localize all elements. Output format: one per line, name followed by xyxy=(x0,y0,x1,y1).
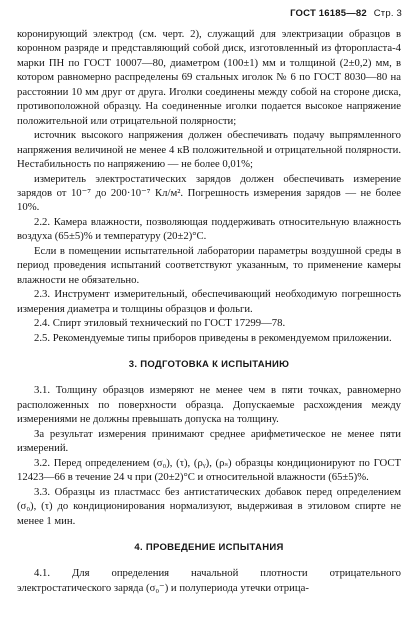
section-4-text xyxy=(17,566,401,595)
body-text xyxy=(17,27,401,595)
paragraph: 2.3. Инструмент измерительный, обеспечивающий необходимую погрешность измерения диаметра и толщины образцов и фольги. xyxy=(17,288,401,315)
paragraph: 2.5. Рекомендуемые типы приборов приведены в рекомендуемом приложении. xyxy=(34,331,392,344)
paragraph: 3.3. Образцы из пластмасс без антистатических добавок перед определением (σ₀), (τ) до кондиционирования нормализуют, выдерживая в этиловом спирте не менее 1 мин. xyxy=(17,485,401,527)
paragraph: измеритель электростатических зарядов должен обеспечивать измерение зарядов от 10⁻⁷ до 200·10⁻⁷ Кл/м². Погрешность измерения зарядов — не более 10%. xyxy=(17,172,401,214)
paragraph: 4.1. Для определения начальной плотности отрицательного электростатического заряда (σ₀⁻) и полупериода утечки отрица- xyxy=(17,567,401,594)
paragraph: За результат измерения принимают среднее арифметическое не менее пяти измерений. xyxy=(17,427,401,455)
paragraph: коронирующий электрод (см. черт. 2), служащий для электризации образцов в коронном разряде и представляющий собой диск, изготовленный из фторопласта-4 марки ПН по ГОСТ 10007—80, диаметром (100±1) мм и толщиной (2±0,2) мм, в котором равномерно распределены 69 стальных иголок № 6 по ГОСТ 8030—80 на расстоянии 10 мм друг от друга. Иголки соединены между собой на стороне диска, противоположной образцу. На соединенные иголки подается высокое напряжение положительной или отрицательной полярности; xyxy=(17,28,401,127)
section-3-text xyxy=(17,383,401,528)
section-2-equipment-text xyxy=(17,27,401,345)
paragraph: источник высокого напряжения должен обеспечивать подачу выпрямленного напряжения величиной не менее 4 кВ положительной и отрицательной полярности. Нестабильность по напряжению — не более 0,01%; xyxy=(17,129,401,171)
paragraph: Если в помещении испытательной лаборатории параметры воздушной среды в период проведения испытаний соответствуют указанным, то применение камеры влажности не обязательно. xyxy=(17,244,401,286)
page-number: Стр. 3 xyxy=(373,8,402,19)
paragraph: 2.4. Спирт этиловый технический по ГОСТ 17299—78. xyxy=(34,317,286,330)
paragraph: 3.2. Перед определением (σ₀), (τ), (ρᵧ), (ρₛ) образцы кондиционируют по ГОСТ 12423—66 в течение 24 ч при (20±2)°С и относительной влажности (65±5)%. xyxy=(17,456,401,484)
paragraph: 2.2. Камера влажности, позволяющая поддерживать относительную влажность воздуха (65±5)% и температуру (20±2)°С. xyxy=(17,215,401,243)
paragraph: 3.1. Толщину образцов измеряют не менее чем в пяти точках, равномерно расположенных по поверхности образца. Допускаемые расхождения между измерениями не должны превышать допуска на толщину. xyxy=(17,384,401,426)
standard-number: ГОСТ 16185—82 xyxy=(290,8,367,19)
section-3-title: 3. ПОДГОТОВКА К ИСПЫТАНИЮ xyxy=(128,358,290,370)
page-header xyxy=(290,8,402,19)
section-4-title: 4. ПРОВЕДЕНИЕ ИСПЫТАНИЯ xyxy=(134,541,284,553)
